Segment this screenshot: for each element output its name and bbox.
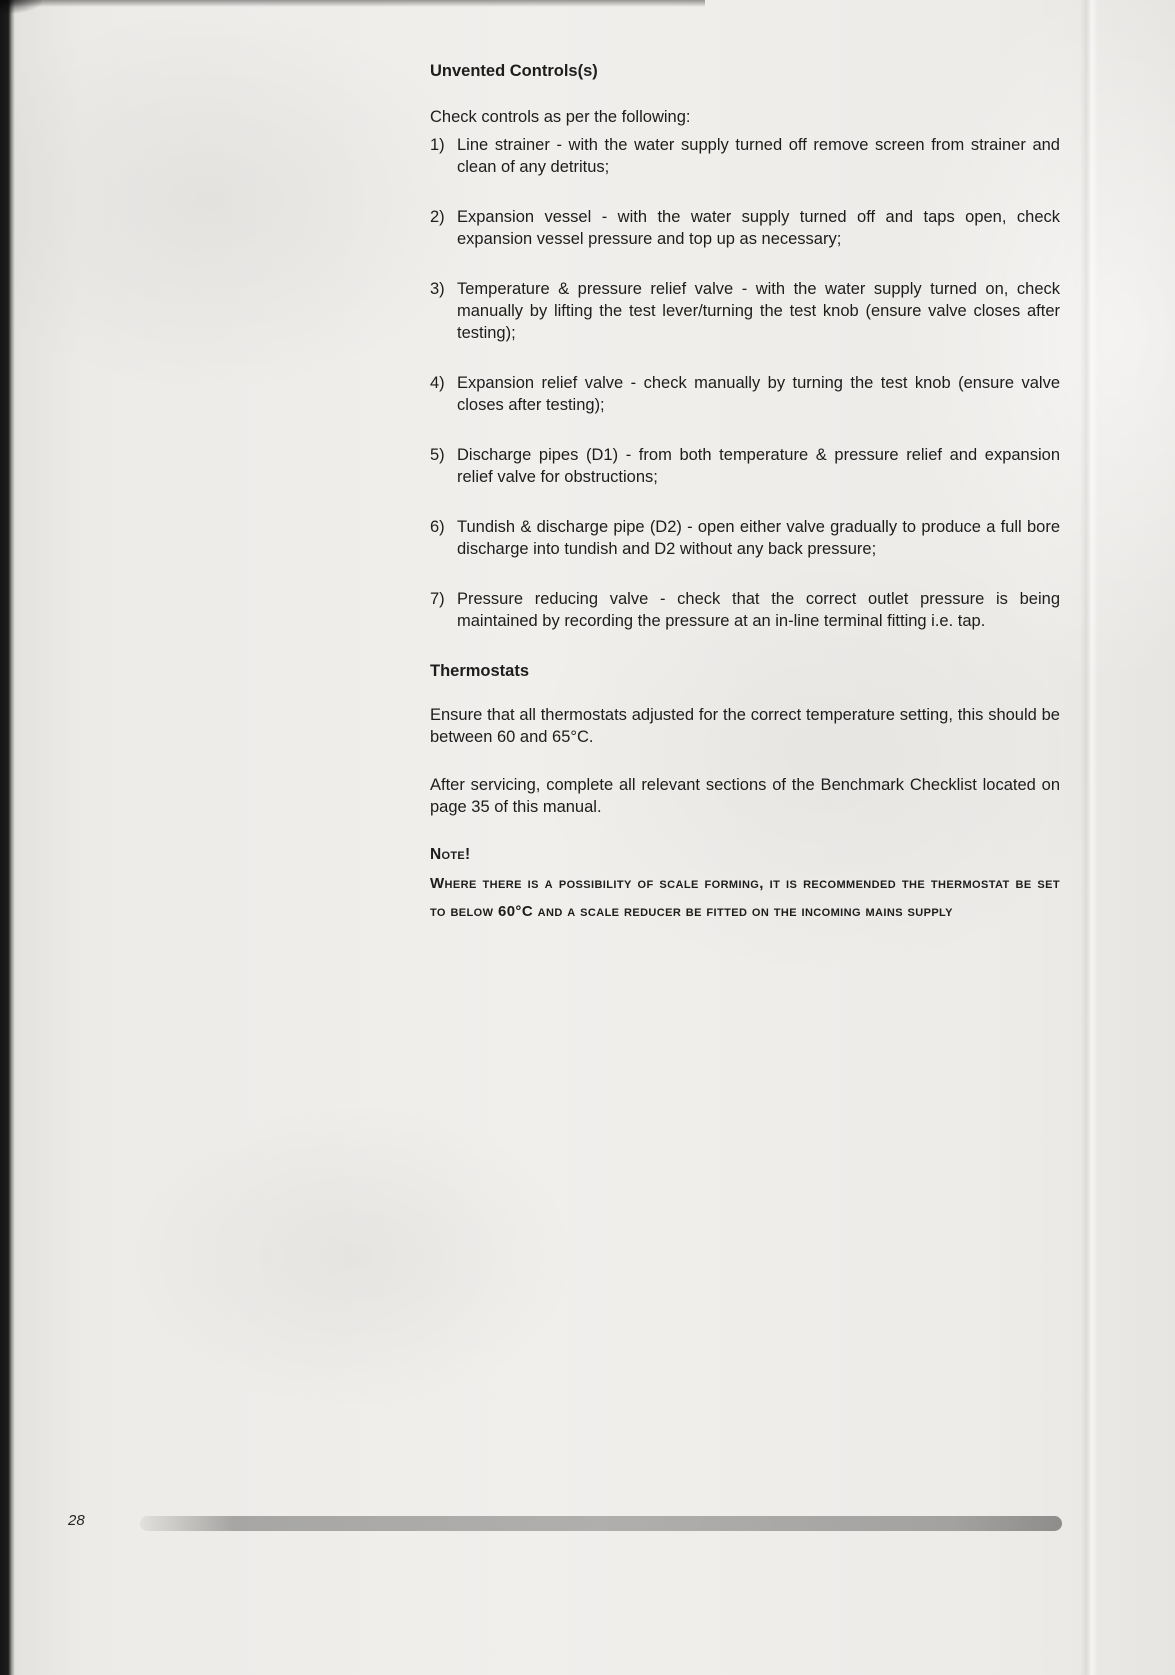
list-item [430, 444, 1060, 488]
item-number: 6) [430, 518, 445, 536]
item-number: 4) [430, 374, 445, 392]
item-number: 1) [430, 136, 445, 154]
thermostats-paragraph-2: After servicing, complete all relevant sections of the Benchmark Checklist located on page 35 of this manual. [430, 776, 1060, 816]
list-item [430, 134, 1060, 178]
footer-bar [140, 1516, 1062, 1531]
note-text: Where there is a possibility of scale forming, it is recommended the thermostat be set to below 60°C and a scale reducer be fitted on the incoming mains supply [430, 875, 1060, 920]
document-content [430, 60, 1060, 926]
item-number: 7) [430, 590, 445, 608]
item-text: Expansion vessel - with the water supply turned off and taps open, check expansion vessel pressure and top up as necessary; [457, 208, 1060, 248]
list-item [430, 516, 1060, 560]
list-item [430, 372, 1060, 416]
item-number: 2) [430, 208, 445, 226]
intro-paragraph: Check controls as per the following: [430, 108, 691, 126]
scan-corner-artifact [0, 0, 42, 14]
item-text: Tundish & discharge pipe (D2) - open either valve gradually to produce a full bore discharge into tundish and D2 without any back pressure; [457, 518, 1060, 558]
scan-left-edge-shadow [0, 0, 15, 1675]
page-number: 28 [68, 1512, 85, 1529]
item-text: Line strainer - with the water supply turned off remove screen from strainer and clean of any detritus; [457, 136, 1060, 176]
thermostats-paragraph-1: Ensure that all thermostats adjusted for the correct temperature setting, this should be between 60 and 65°C. [430, 706, 1060, 746]
item-number: 3) [430, 280, 445, 298]
item-text: Temperature & pressure relief valve - with the water supply turned on, check manually by lifting the test lever/turning the test knob (ensure valve closes after testing); [457, 280, 1060, 342]
section-title-unvented-controls: Unvented Controls(s) [430, 62, 598, 80]
item-text: Pressure reducing valve - check that the correct outlet pressure is being maintained by recording the pressure at an in-line terminal fitting i.e. tap. [457, 590, 1060, 630]
list-item [430, 206, 1060, 250]
item-number: 5) [430, 446, 445, 464]
note-title: Note! [430, 846, 471, 863]
section-title-thermostats: Thermostats [430, 662, 530, 680]
item-text: Discharge pipes (D1) - from both temperature & pressure relief and expansion relief valve for obstructions; [457, 446, 1060, 486]
list-item [430, 588, 1060, 632]
scan-top-edge-shadow [0, 0, 705, 7]
page-fold-line [1080, 0, 1098, 1675]
item-text: Expansion relief valve - check manually by turning the test knob (ensure valve closes after testing); [457, 374, 1060, 414]
list-item [430, 278, 1060, 344]
